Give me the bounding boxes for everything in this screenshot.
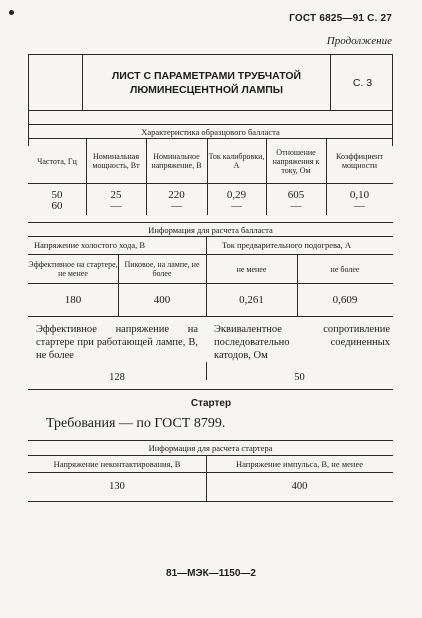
header-current-max: не более — [330, 264, 360, 274]
open-circuit-voltage-header: Напряжение холостого хода, В — [34, 240, 146, 250]
value-non-contact-voltage: 130 — [109, 481, 125, 492]
rule — [28, 138, 393, 139]
starter-table-title: Информация для расчета стартера — [148, 443, 273, 453]
calc-table-title: Информация для расчета балласта — [148, 225, 273, 235]
rule — [28, 236, 393, 237]
rule — [28, 222, 393, 223]
document-footer: 81—МЭК—1150—2 — [166, 568, 256, 579]
rule — [28, 183, 393, 184]
header-pulse-voltage: Напряжение импульса, В, не менее — [235, 459, 364, 469]
ink-dot — [9, 10, 14, 15]
value-starter-effective: 180 — [64, 294, 82, 306]
sheet-page: С. 3 — [352, 77, 373, 89]
header-calibration-current: Ток калибровки, А — [208, 152, 265, 170]
rule — [28, 389, 393, 390]
header-rated-power: Номинальная мощность, Вт — [92, 152, 140, 170]
starter-requirement: Требования — по ГОСТ 8799. — [46, 416, 226, 431]
value-rated-power: 25 — — [110, 189, 122, 212]
header-lamp-peak: Пиковое, на лампе, не более — [124, 260, 200, 278]
value-power-factor: 0,10 — — [349, 189, 370, 212]
starter-heading: Стартер — [190, 398, 232, 409]
rule — [28, 124, 393, 125]
title-row — [29, 55, 392, 111]
rule — [28, 254, 393, 255]
starter-voltage-text: Эффективное напряжение на стартере при работающей лампе, В, не более — [36, 324, 198, 361]
standard-number: ГОСТ 6825—91 С. 27 — [289, 13, 392, 24]
rule — [28, 455, 393, 456]
value-lamp-peak: 400 — [153, 294, 171, 306]
value-current-max: 0,609 — [332, 294, 358, 306]
header-voltage-current-ratio: Отношение напряжения к току, Ом — [272, 147, 320, 175]
header-non-contact-voltage: Напряжение неконтактирования, В — [53, 459, 181, 469]
header-frequency: Частота, Гц — [37, 156, 77, 166]
rule — [28, 316, 393, 317]
value-rated-voltage: 220 — — [168, 189, 185, 212]
header-starter-effective: Эффективное на стартере, не менее — [28, 260, 118, 278]
value-pulse-voltage: 400 — [291, 481, 308, 492]
ballast-table-title: Характеристика образцового балласта — [141, 127, 280, 137]
value-current-min: 0,261 — [239, 294, 264, 306]
value-frequency: 50 60 — [51, 189, 63, 212]
preheat-current-header: Ток предварительного подогрева, А — [222, 240, 352, 250]
value-starter-voltage: 128 — [109, 372, 125, 383]
rule — [28, 501, 393, 502]
continuation-label: Продолжение — [326, 35, 392, 47]
rule — [28, 283, 393, 284]
value-voltage-current-ratio: 605 — — [287, 189, 305, 212]
header-current-min: не менее — [236, 264, 267, 274]
header-power-factor: Коэффициент мощности — [336, 152, 383, 170]
rule — [28, 472, 393, 473]
title-left-cell — [29, 55, 83, 111]
header-rated-voltage: Номинальное напряжение, В — [151, 152, 202, 170]
cathode-resistance-text: Эквивалентное сопротивление последовательно соединенных катодов, Ом — [214, 324, 390, 361]
sheet-title: ЛИСТ С ПАРАМЕТРАМИ ТРУБЧАТОЙ ЛЮМИНЕСЦЕНТНОЙ ЛАМПЫ — [83, 55, 331, 111]
value-cathode-resistance: 50 — [294, 372, 305, 383]
rule — [28, 440, 393, 441]
value-calibration-current: 0,29 — — [226, 189, 247, 212]
